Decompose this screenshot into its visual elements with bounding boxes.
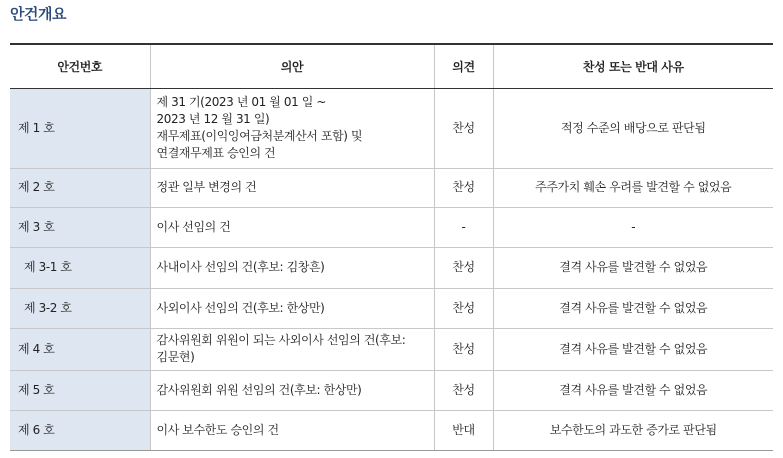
agenda-reason: - xyxy=(493,207,773,247)
agenda-title xyxy=(150,410,434,450)
agenda-reason: 결격 사유를 발견할 수 없었음 xyxy=(493,247,773,288)
agenda-title xyxy=(150,207,434,247)
agenda-opinion: 반대 xyxy=(434,410,493,450)
table-row xyxy=(10,410,773,450)
agenda-table xyxy=(10,43,773,451)
agenda-opinion: 찬성 xyxy=(434,88,493,168)
header-agenda: 의안 xyxy=(150,44,434,88)
agenda-opinion: 찬성 xyxy=(434,168,493,207)
agenda-title-line: 김문현) xyxy=(156,350,195,364)
agenda-reason: 적정 수준의 배당으로 판단됨 xyxy=(493,88,773,168)
agenda-title xyxy=(150,88,434,168)
agenda-reason: 결격 사유를 발견할 수 없었음 xyxy=(493,288,773,328)
agenda-opinion: - xyxy=(434,207,493,247)
agenda-reason: 주주가치 훼손 우려를 발견할 수 없었음 xyxy=(493,168,773,207)
agenda-number: 제 4 호 xyxy=(10,328,150,370)
table-row xyxy=(10,288,773,328)
agenda-number: 제 3-1 호 xyxy=(10,247,150,288)
page-title: 안건개요 xyxy=(10,5,66,23)
agenda-title-line: 연결재무제표 승인의 건 xyxy=(156,146,276,160)
agenda-opinion: 찬성 xyxy=(434,247,493,288)
header-number: 안건번호 xyxy=(10,44,150,88)
agenda-number: 제 1 호 xyxy=(10,88,150,168)
table-row xyxy=(10,370,773,410)
table-header-row xyxy=(10,44,773,88)
agenda-title-line: 제 31 기(2023 년 01 월 01 일 ~ xyxy=(156,95,327,109)
header-reason: 찬성 또는 반대 사유 xyxy=(493,44,773,88)
agenda-title xyxy=(150,168,434,207)
agenda-title xyxy=(150,370,434,410)
agenda-opinion: 찬성 xyxy=(434,288,493,328)
table-row xyxy=(10,328,773,370)
table-row xyxy=(10,247,773,288)
agenda-title-line: 정관 일부 변경의 건 xyxy=(156,180,257,194)
agenda-opinion: 찬성 xyxy=(434,328,493,370)
agenda-reason: 결격 사유를 발견할 수 없었음 xyxy=(493,370,773,410)
agenda-title-line: 이사 보수한도 승인의 건 xyxy=(156,422,279,437)
agenda-number: 제 5 호 xyxy=(10,370,150,410)
agenda-title xyxy=(150,328,434,370)
agenda-title-line: 이사 선임의 건 xyxy=(156,219,231,234)
agenda-reason: 결격 사유를 발견할 수 없었음 xyxy=(493,328,773,370)
table-row xyxy=(10,88,773,168)
agenda-title xyxy=(150,288,434,328)
table-row xyxy=(10,168,773,207)
agenda-reason: 보수한도의 과도한 증가로 판단됨 xyxy=(493,410,773,450)
agenda-title-line: 사내이사 선임의 건(후보: 김창흔) xyxy=(156,260,325,274)
table-row xyxy=(10,207,773,247)
agenda-number: 제 2 호 xyxy=(10,168,150,207)
agenda-opinion: 찬성 xyxy=(434,370,493,410)
agenda-title xyxy=(150,247,434,288)
agenda-title-line: 2023 년 12 월 31 일) xyxy=(156,112,270,126)
agenda-title-line: 재무제표(이익잉여금처분계산서 포함) 및 xyxy=(156,129,363,143)
agenda-number: 제 6 호 xyxy=(10,410,150,450)
agenda-title-line: 사외이사 선임의 건(후보: 한상만) xyxy=(156,300,325,315)
agenda-number: 제 3-2 호 xyxy=(10,288,150,328)
agenda-title-line: 감사위원회 위원이 되는 사외이사 선임의 건(후보: xyxy=(156,333,406,347)
agenda-number: 제 3 호 xyxy=(10,207,150,247)
header-opinion: 의견 xyxy=(434,44,493,88)
agenda-title-line: 감사위원회 위원 선임의 건(후보: 한상만) xyxy=(156,382,362,397)
